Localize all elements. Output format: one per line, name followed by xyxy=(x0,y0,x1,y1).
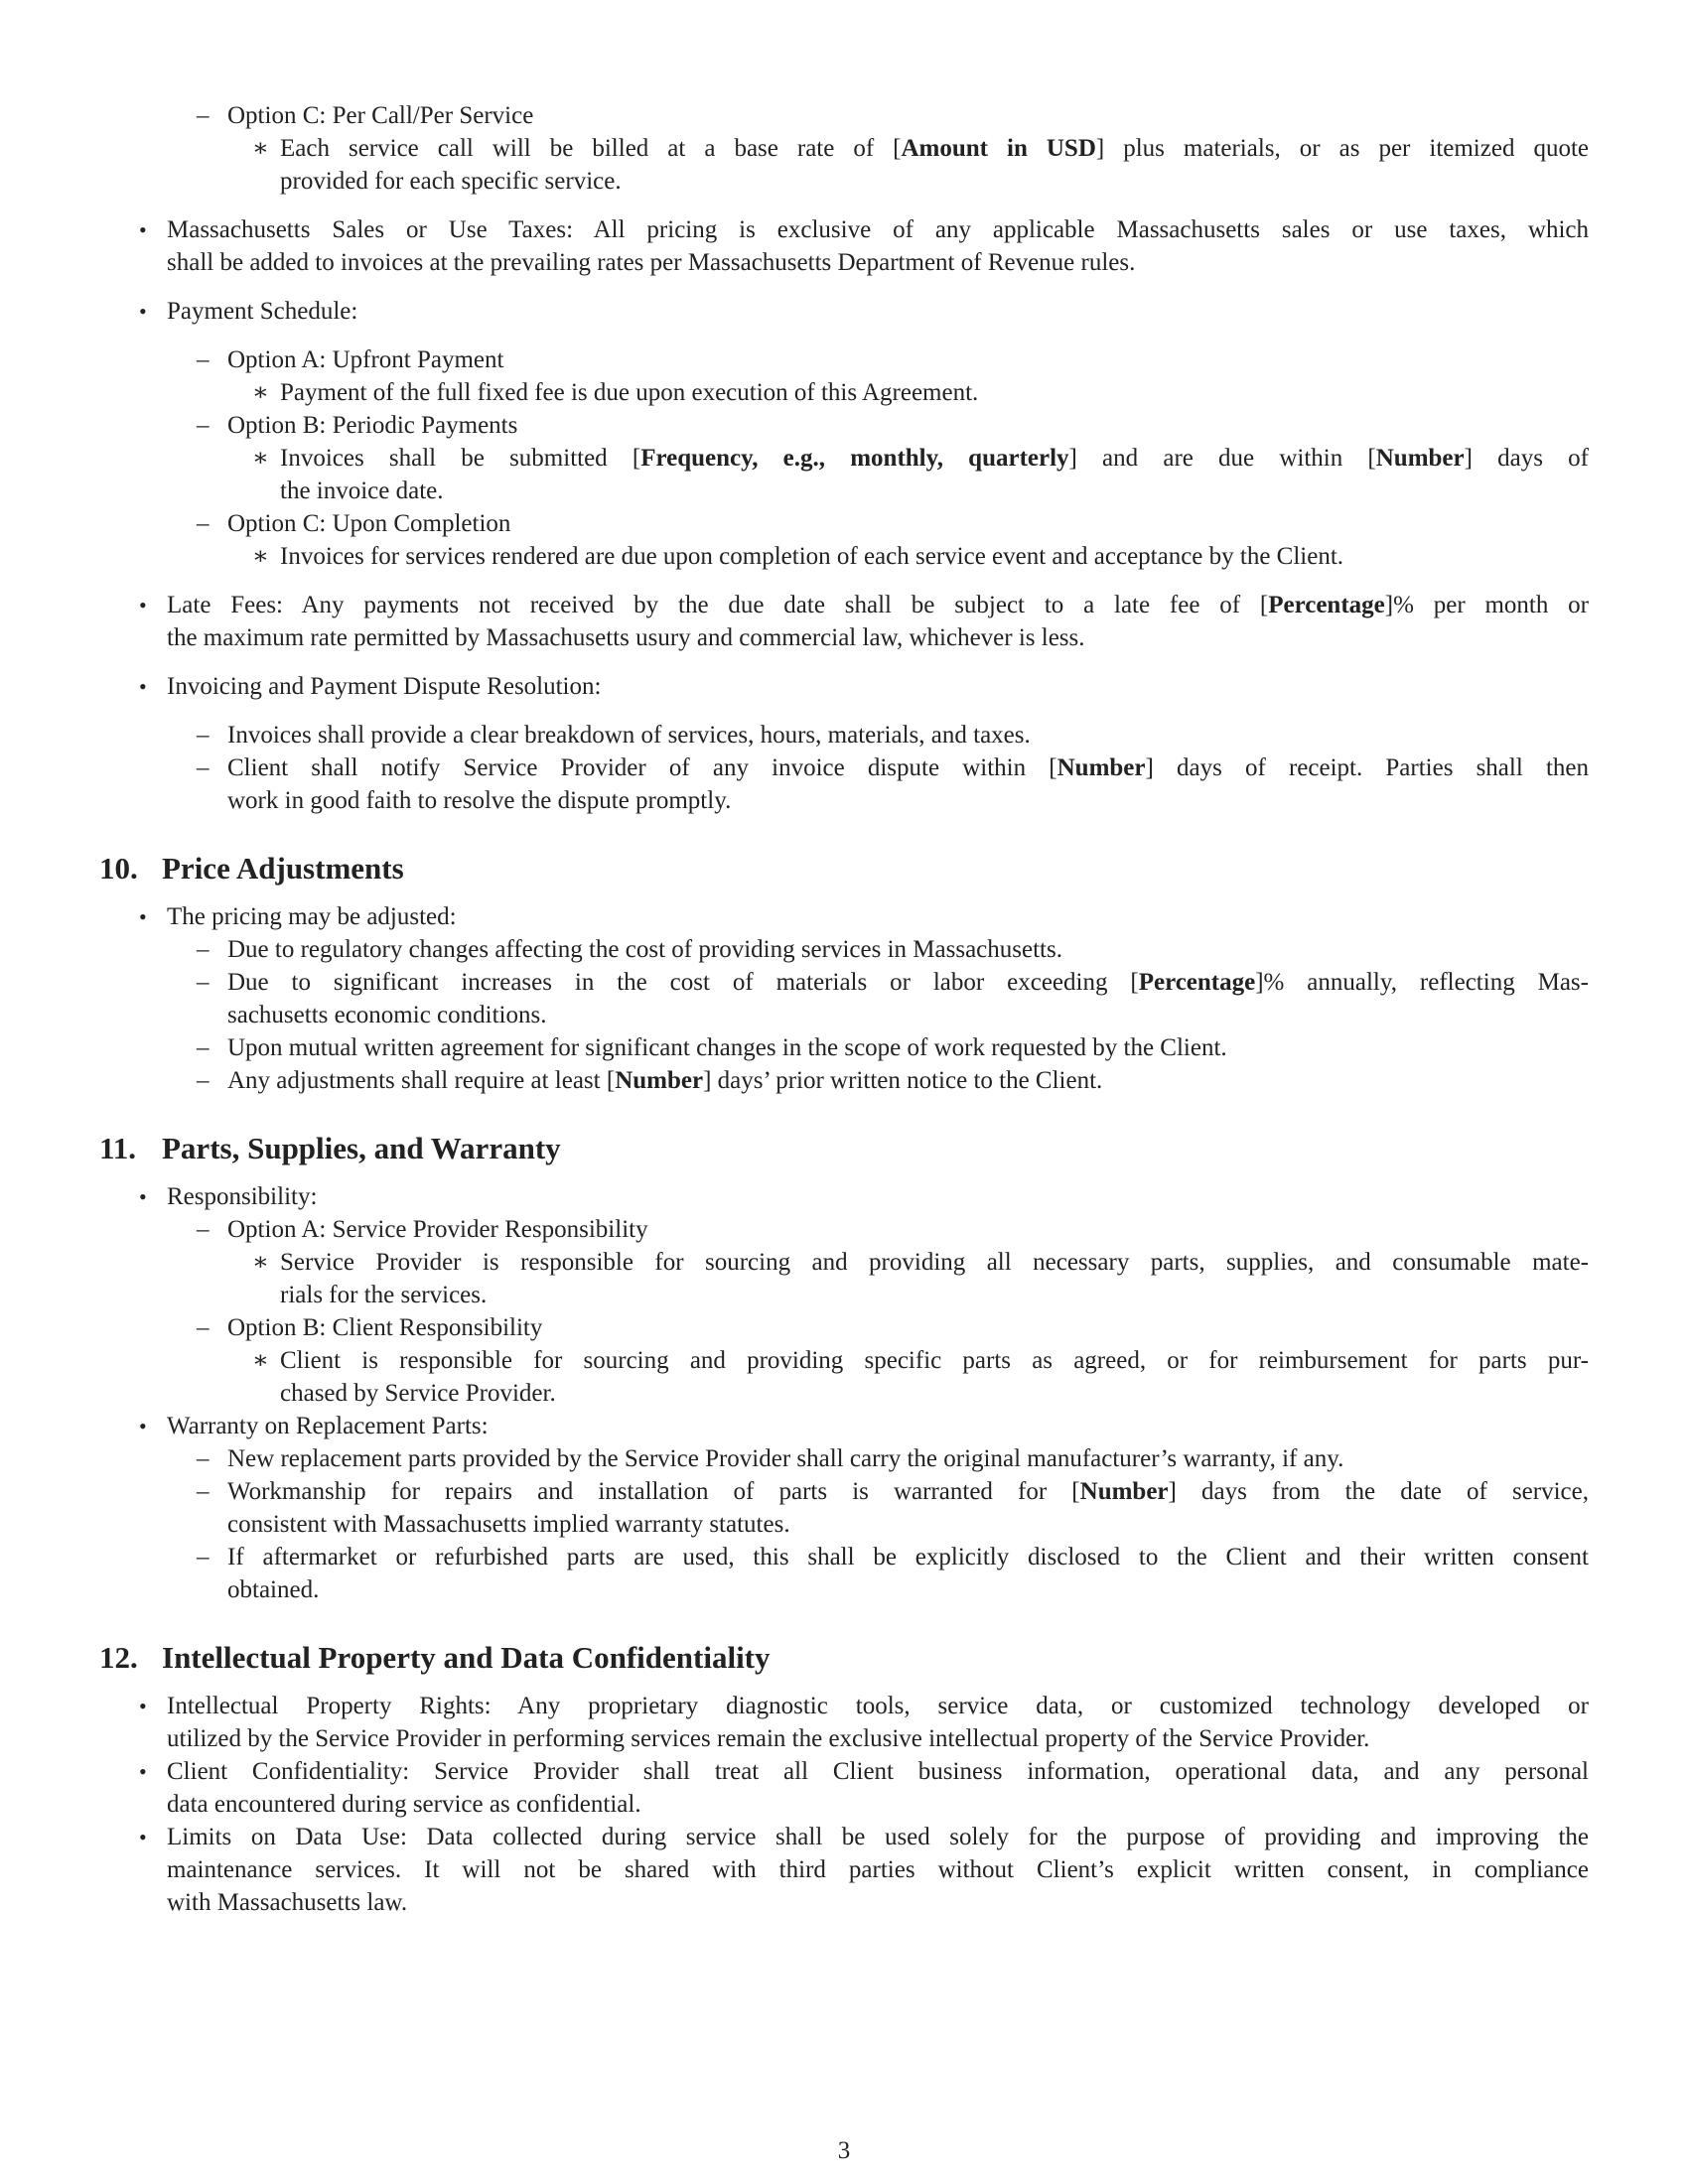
list-item: – Any adjustments shall require at least [Number] days’ prior written notice to the Client. xyxy=(99,1064,1589,1097)
page-number: 3 xyxy=(837,2137,851,2164)
dash-marker: – xyxy=(197,936,210,963)
list-item: – Due to significant increases in the cost of materials or labor exceeding [Percentage]% annually, reflecting Mas- xyxy=(99,966,1589,999)
text-line: the maximum rate permitted by Massachusetts usury and commercial law, whichever is less. xyxy=(167,624,1085,651)
text-line: with Massachusetts law. xyxy=(167,1889,408,1916)
list-item: – Option C: Per Call/Per Service xyxy=(99,99,1589,132)
bullet-marker: • xyxy=(139,1184,147,1209)
list-item: • The pricing may be adjusted: xyxy=(99,900,1589,933)
list-item: – If aftermarket or refurbished parts are used, this shall be explicitly disclosed to the Client and their written consent xyxy=(99,1541,1589,1573)
bullet-marker: • xyxy=(139,674,147,699)
list-item: ∗ Invoices shall be submitted [Frequency, e.g., monthly, quarterly] and are due within [Number] days of xyxy=(99,442,1589,475)
list-item: – Option A: Upfront Payment xyxy=(99,343,1589,376)
bullet-marker: • xyxy=(139,1694,147,1718)
section-heading: 12. Intellectual Property and Data Confidentiality xyxy=(99,1640,771,1675)
section-heading: 10. Price Adjustments xyxy=(99,851,404,886)
list-item: • Payment Schedule: xyxy=(99,295,1589,328)
list-item: – Option B: Periodic Payments xyxy=(99,409,1589,442)
text-line: data encountered during service as confidential. xyxy=(167,1791,641,1818)
dash-marker: – xyxy=(197,1445,210,1472)
list-item: – Upon mutual written agreement for significant changes in the scope of work requested by the Client. xyxy=(99,1031,1589,1064)
bullet-marker: • xyxy=(139,1414,147,1438)
dash-marker: – xyxy=(197,1314,210,1341)
list-item: – Option B: Client Responsibility xyxy=(99,1311,1589,1344)
list-item: – New replacement parts provided by the Service Provider shall carry the original manufacturer’s warranty, if any. xyxy=(99,1442,1589,1475)
list-item: ∗ Invoices for services rendered are due upon completion of each service event and acceptance by the Client. xyxy=(99,540,1589,573)
bullet-marker: • xyxy=(139,1825,147,1849)
bullet-marker: • xyxy=(139,299,147,324)
list-item: • Intellectual Property Rights: Any proprietary diagnostic tools, service data, or customized technology developed or xyxy=(99,1690,1589,1722)
list-item: – Option A: Service Provider Responsibility xyxy=(99,1213,1589,1246)
dash-marker: – xyxy=(197,1034,210,1061)
list-item: – Option C: Upon Completion xyxy=(99,507,1589,540)
text-line: provided for each specific service. xyxy=(280,168,622,195)
list-item: ∗ Payment of the full fixed fee is due upon execution of this Agreement. xyxy=(99,376,1589,409)
dash-marker: – xyxy=(197,412,210,439)
list-item: • Responsibility: xyxy=(99,1180,1589,1213)
star-marker: ∗ xyxy=(252,135,269,162)
list-item: – Workmanship for repairs and installation of parts is warranted for [Number] days from the date of service, xyxy=(99,1475,1589,1508)
dash-marker: – xyxy=(197,1478,210,1505)
text-line: work in good faith to resolve the dispute promptly. xyxy=(227,787,732,814)
list-item: • Late Fees: Any payments not received by the due date shall be subject to a late fee of [Percentage]% per month or xyxy=(99,589,1589,621)
text-line: the invoice date. xyxy=(280,478,444,504)
list-item: – Due to regulatory changes affecting the cost of providing services in Massachusetts. xyxy=(99,933,1589,966)
star-marker: ∗ xyxy=(252,1249,269,1276)
text-line: obtained. xyxy=(227,1576,320,1603)
list-item: ∗ Service Provider is responsible for sourcing and providing all necessary parts, supplies, and consumable mate- xyxy=(99,1246,1589,1279)
star-marker: ∗ xyxy=(252,445,269,472)
list-item: • Warranty on Replacement Parts: xyxy=(99,1410,1589,1442)
star-marker: ∗ xyxy=(252,379,269,406)
bullet-marker: • xyxy=(139,217,147,242)
text-line: utilized by the Service Provider in performing services remain the exclusive intellectual property of the Service Provider. xyxy=(167,1725,1370,1752)
dash-marker: – xyxy=(197,969,210,996)
dash-marker: – xyxy=(197,1216,210,1243)
star-marker: ∗ xyxy=(252,543,269,570)
list-item: • Limits on Data Use: Data collected during service shall be used solely for the purpose of providing and improving the xyxy=(99,1821,1589,1853)
star-marker: ∗ xyxy=(252,1347,269,1374)
bullet-marker: • xyxy=(139,904,147,929)
text-line: consistent with Massachusetts implied warranty statutes. xyxy=(227,1511,790,1538)
dash-marker: – xyxy=(197,510,210,537)
list-item: ∗ Each service call will be billed at a base rate of [Amount in USD] plus materials, or as per itemized quote xyxy=(99,132,1589,165)
list-item: • Invoicing and Payment Dispute Resolution: xyxy=(99,670,1589,703)
dash-marker: – xyxy=(197,102,210,129)
bullet-marker: • xyxy=(139,1759,147,1784)
dash-marker: – xyxy=(197,722,210,749)
text-line: sachusetts economic conditions. xyxy=(227,1002,547,1028)
text-line: shall be added to invoices at the prevailing rates per Massachusetts Department of Revenue rules. xyxy=(167,249,1136,276)
dash-marker: – xyxy=(197,754,210,781)
list-item: • Client Confidentiality: Service Provider shall treat all Client business information, operational data, and any personal xyxy=(99,1755,1589,1788)
dash-marker: – xyxy=(197,1544,210,1570)
list-item: • Massachusetts Sales or Use Taxes: All pricing is exclusive of any applicable Massachusetts sales or use taxes, which xyxy=(99,213,1589,246)
text-line: rials for the services. xyxy=(280,1282,488,1308)
list-item: – Invoices shall provide a clear breakdown of services, hours, materials, and taxes. xyxy=(99,719,1589,751)
list-item: ∗ Client is responsible for sourcing and providing specific parts as agreed, or for reimbursement for parts pur- xyxy=(99,1344,1589,1377)
document-body xyxy=(99,99,1589,1919)
section-heading: 11. Parts, Supplies, and Warranty xyxy=(99,1131,561,1165)
text-line: maintenance services. It will not be shared with third parties without Client’s explicit written consent, in compliance xyxy=(167,1856,1589,1883)
bullet-marker: • xyxy=(139,593,147,617)
dash-marker: – xyxy=(197,346,210,373)
dash-marker: – xyxy=(197,1067,210,1094)
list-item: – Client shall notify Service Provider of any invoice dispute within [Number] days of receipt. Parties shall then xyxy=(99,751,1589,784)
text-line: chased by Service Provider. xyxy=(280,1380,556,1407)
